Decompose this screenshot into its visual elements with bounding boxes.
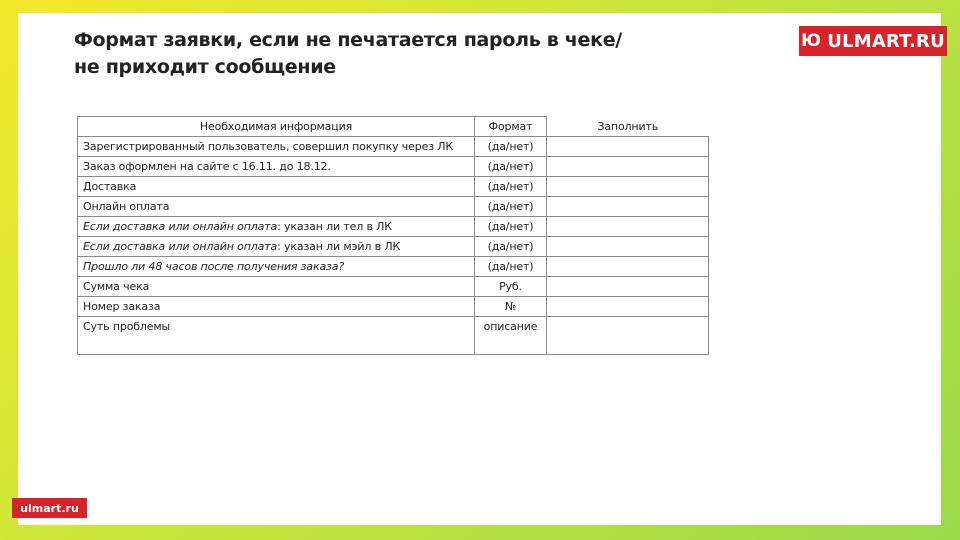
row-format: описание — [475, 317, 547, 355]
row-info — [78, 237, 475, 257]
row-info-italic: Если доставка или онлайн оплата — [83, 240, 278, 253]
row-info — [78, 257, 475, 277]
row-info: Суть проблемы — [78, 317, 475, 355]
row-fill-cell[interactable] — [547, 277, 709, 297]
row-fill-cell[interactable] — [547, 217, 709, 237]
logo-text: ULMART.RU — [827, 30, 945, 52]
ulmart-mark-icon: Ю — [801, 31, 822, 51]
table-row — [78, 317, 709, 355]
row-format: (да/нет) — [475, 157, 547, 177]
row-info — [78, 217, 475, 237]
row-fill-cell[interactable] — [547, 297, 709, 317]
row-info: Доставка — [78, 177, 475, 197]
title-line-2: не приходит сообщение — [74, 56, 336, 78]
row-format: (да/нет) — [475, 237, 547, 257]
ulmart-logo[interactable] — [799, 26, 947, 56]
row-format: (да/нет) — [475, 137, 547, 157]
header-format: Формат — [475, 117, 547, 137]
row-fill-cell[interactable] — [547, 177, 709, 197]
row-info: Номер заказа — [78, 297, 475, 317]
header-fill: Заполнить — [547, 117, 709, 137]
row-fill-cell[interactable] — [547, 137, 709, 157]
title-line-1: Формат заявки, если не печатается пароль в чеке/ — [74, 29, 622, 51]
table-header-row — [78, 117, 709, 137]
row-format: (да/нет) — [475, 197, 547, 217]
row-info: Сумма чека — [78, 277, 475, 297]
table-row — [78, 217, 709, 237]
row-fill-cell[interactable] — [547, 157, 709, 177]
request-format-table — [77, 116, 709, 355]
table-row — [78, 257, 709, 277]
header-info: Необходимая информация — [78, 117, 475, 137]
row-info: Зарегистрированный пользователь, совершил покупку через ЛК — [78, 137, 475, 157]
row-format: (да/нет) — [475, 217, 547, 237]
table-row — [78, 277, 709, 297]
table-row — [78, 157, 709, 177]
table-row — [78, 297, 709, 317]
row-fill-cell[interactable] — [547, 317, 709, 355]
row-format: (да/нет) — [475, 257, 547, 277]
row-fill-cell[interactable] — [547, 237, 709, 257]
table-row — [78, 137, 709, 157]
row-fill-cell[interactable] — [547, 197, 709, 217]
table-row — [78, 177, 709, 197]
table-row — [78, 197, 709, 217]
row-info: Онлайн оплата — [78, 197, 475, 217]
row-format: Руб. — [475, 277, 547, 297]
row-info: Заказ оформлен на сайте с 16.11. до 18.12. — [78, 157, 475, 177]
row-fill-cell[interactable] — [547, 257, 709, 277]
page-title — [74, 27, 714, 81]
footer-logo[interactable]: ulmart.ru — [12, 498, 87, 518]
row-format: № — [475, 297, 547, 317]
row-info-italic: Прошло ли 48 часов после получения заказа? — [83, 260, 345, 273]
row-format: (да/нет) — [475, 177, 547, 197]
row-info-rest: : указан ли мэйл в ЛК — [277, 240, 401, 253]
slide — [18, 13, 945, 525]
row-info-rest: : указан ли тел в ЛК — [277, 220, 392, 233]
table-row — [78, 237, 709, 257]
row-info-italic: Если доставка или онлайн оплата — [83, 220, 278, 233]
